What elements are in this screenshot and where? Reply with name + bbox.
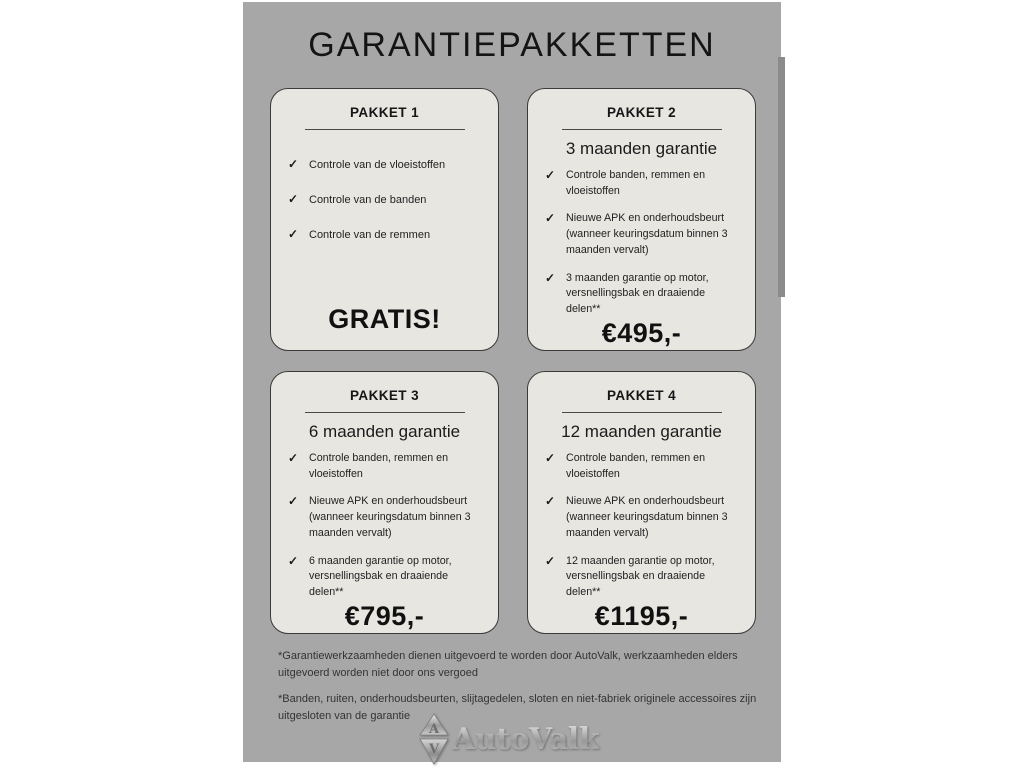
logo-wordmark: AutoValk <box>452 721 600 757</box>
package-name: PAKKET 4 <box>607 388 676 403</box>
feature-text: 6 maanden garantie op motor, versnellingsbak en draaiende delen** <box>309 554 452 599</box>
package-card-3 <box>270 371 499 634</box>
feature-text: Controle banden, remmen en vloeistoffen <box>566 169 706 197</box>
package-subtitle: 3 maanden garantie <box>565 139 718 158</box>
check-icon: ✓ <box>287 157 299 171</box>
feature-text: 3 maanden garantie op motor, versnellingsbak en draaiende delen** <box>566 271 709 316</box>
feature-item <box>542 451 741 482</box>
package-price: €495,- <box>601 317 682 348</box>
check-icon: ✓ <box>287 451 299 465</box>
feature-text: Controle van de remmen <box>309 229 431 242</box>
feature-item <box>542 494 741 541</box>
feature-item <box>542 168 741 199</box>
check-icon: ✓ <box>544 494 556 509</box>
feature-item <box>542 554 741 601</box>
check-icon: ✓ <box>544 451 556 465</box>
divider <box>562 129 722 130</box>
autovalk-logo <box>419 712 599 766</box>
feature-item <box>285 494 484 541</box>
feature-list <box>285 451 484 601</box>
feature-text: 12 maanden garantie op motor, versnellingsbak en draaiende delen** <box>566 554 715 599</box>
feature-list <box>285 157 484 243</box>
footnote: *Garantiewerkzaamheden dienen uitgevoerd te worden door AutoValk, werkzaamheden elders uitgevoerd worden niet door ons vergoed <box>278 650 738 679</box>
package-price: €795,- <box>344 600 425 631</box>
footnote: *Banden, ruiten, onderhoudsbeurten, slijtagedelen, sloten en niet-fabriek originele accessoires zijn uitgesloten van de garantie <box>278 693 757 722</box>
check-icon: ✓ <box>544 168 556 182</box>
feature-item <box>285 554 484 601</box>
feature-item <box>285 157 484 173</box>
divider <box>305 412 465 413</box>
package-name: PAKKET 1 <box>350 105 419 120</box>
feature-text: Controle van de banden <box>309 194 427 207</box>
package-subtitle: 6 maanden garantie <box>308 422 461 441</box>
feature-text: Controle van de vloeistoffen <box>309 159 446 171</box>
package-name: PAKKET 3 <box>350 388 419 403</box>
feature-text: Nieuwe APK en onderhoudsbeurt (wanneer keuringsdatum binnen 3 maanden vervalt) <box>309 495 471 539</box>
check-icon: ✓ <box>287 494 299 509</box>
svg-text:V: V <box>428 742 440 757</box>
feature-item <box>285 192 484 208</box>
package-card-2 <box>527 88 756 351</box>
package-subtitle: 12 maanden garantie <box>561 422 722 441</box>
feature-text: Nieuwe APK en onderhoudsbeurt (wanneer keuringsdatum binnen 3 maanden vervalt) <box>566 495 728 539</box>
check-icon: ✓ <box>287 227 299 242</box>
package-card-4 <box>527 371 756 634</box>
feature-list <box>542 451 741 601</box>
package-card-1 <box>270 88 499 351</box>
page-title: GARANTIEPAKKETTEN <box>308 26 716 64</box>
feature-text: Controle banden, remmen en vloeistoffen <box>309 452 449 480</box>
check-icon: ✓ <box>287 192 299 207</box>
feature-item <box>285 227 484 243</box>
divider <box>305 129 465 130</box>
check-icon: ✓ <box>544 211 556 226</box>
autovalk-diamond-icon <box>419 713 449 765</box>
feature-item <box>542 211 741 258</box>
feature-text: Nieuwe APK en onderhoudsbeurt (wanneer keuringsdatum binnen 3 maanden vervalt) <box>566 212 728 256</box>
check-icon: ✓ <box>544 270 556 285</box>
scrollbar-thumb[interactable] <box>778 57 785 297</box>
package-price: €1195,- <box>594 600 689 631</box>
package-price: GRATIS! <box>328 304 441 334</box>
flyer-poster <box>243 2 781 762</box>
divider <box>562 412 722 413</box>
feature-item <box>542 271 741 318</box>
check-icon: ✓ <box>544 553 556 568</box>
check-icon: ✓ <box>287 553 299 568</box>
package-name: PAKKET 2 <box>607 105 676 120</box>
feature-text: Controle banden, remmen en vloeistoffen <box>566 452 706 480</box>
feature-item <box>285 451 484 482</box>
feature-list <box>542 168 741 318</box>
svg-text:A: A <box>428 722 440 737</box>
